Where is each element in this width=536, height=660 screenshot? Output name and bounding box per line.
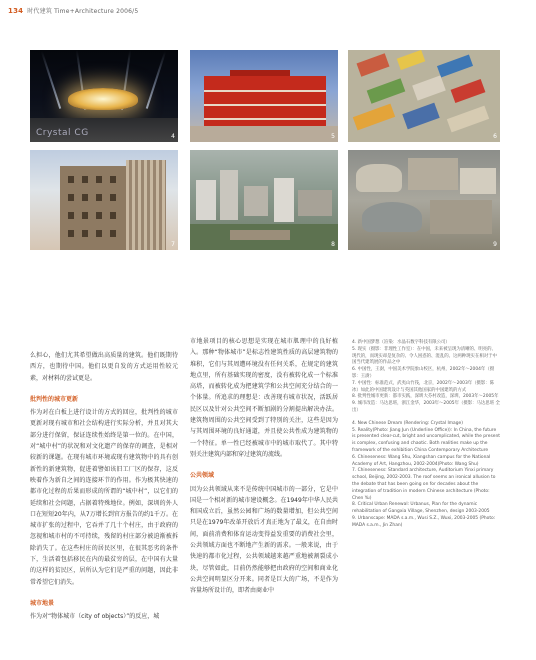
article-column-1	[30, 350, 178, 623]
paragraph: 作为对“物体城市（city of objects）”的反应，城	[30, 613, 160, 621]
caption-cn: 9. 城市改造：马达思班，浙江金华，2003年～2005年（摄影：马达思班 全出）	[352, 401, 500, 413]
figure-8-aerial-city	[190, 150, 338, 250]
figure-number: 9	[493, 241, 497, 248]
figure-number: 8	[331, 241, 335, 248]
caption-en: 4. New Chinese Dream (Rendering: Crystal Image)	[352, 420, 463, 426]
figure-number: 7	[171, 241, 175, 248]
figure-4-stadium-rendering	[30, 50, 178, 142]
figure-captions	[352, 340, 500, 530]
caption-cn: 8. 批判性城市更新：都市实践，深圳大芬村改造，深圳，2003年～2005年	[352, 394, 499, 400]
paragraph: 市地景项目的核心思想是实现在城市肌理中的良好植入。那种“物体城市”是标志性建筑性质的高层建筑物的堆积，它们与其周遭环境没有任何关系，在规定的建筑地点里，所有基础实现的密度，没有被转化成一个标准高塔，而被转化成为把建筑学和公共空间充分结合的一个体量。所追求的理想是：改善现有城市状况，活跃居民区以及针对公共空间不断加剧的分割提出解决办法。建筑物周围的公共空间受到了特别的关注，这些是因为与其周围环境的良好通道，并且使公共性成为建筑物的一个特征。单一性已经被城市中的城市取代了。其中特别关注建筑内部和穿过建筑的流线。	[190, 338, 338, 458]
caption-cn: 6. 中国性，王澍，中国美术学院象山校区，杭州，2002年～2004年（摄影：王澍）	[352, 367, 495, 379]
article-column-2	[190, 336, 338, 597]
paragraph: 因为公共领域从来不是传统中国城市的一部分，它是中国是一个相对新的城市建设概念。在1949年中华人民共和国成立后，虽然公园和广场的数量增加，但公共空间只是在1979年改革开放后才真正地为了最义，在自由时间，面前消费和体育运动变得益发重要的消费社会里，公共领域方面也不断地产生新的需求。一般来说，由于快速的都市化过程，公共领域越来越严重地被割裂成小块，尽管如此，目前仍然能够把由政府的空间和商业化公共空间明显区分开来。同者是巨大的广场，不是作为容量场所设计的，即者由商业中	[190, 485, 338, 595]
watermark-crystal-cg: Crystal CG	[36, 128, 89, 138]
figure-number: 4	[171, 133, 175, 140]
page-number: 134	[8, 7, 24, 15]
paragraph: 么担心，他们尤其希望做出高质量的建筑。他们既期待西方，也期待中国。他们以更自发的方式运用性较元素，对材料的尝试更是。	[30, 352, 178, 382]
caption-cn: 4. 新中国梦想（渲染：水晶石数字科技有限公司）	[352, 340, 450, 345]
caption-en: 9. Urbanscape: MADA s.a.m., Wusi S.Z., Wuxi, 2003-2005 (Photo: MADA s.a.m., Jin Zhan)	[352, 515, 496, 528]
figure-6-aerial-campus	[348, 50, 500, 142]
caption-en: 8. Critical Urban Renewal: Urbanus, Plan for the dynamic rehabilitation of Gangxia Village, Shenzhen, design 2003-2005	[352, 502, 490, 515]
caption-en: 5. Reality(Photo: Jiang Jun (Underline Office)): In China, the future is presented clear-cut, bright and uncomplicated, while the present is complex, confusing and chaotic. Both realities make up the framework of the exhibition China Contemporary Architecture	[352, 427, 500, 453]
section-heading: 批判性的城市更新	[30, 395, 79, 403]
journal-title: 时代建筑 Time+Architecture 2006/5	[27, 8, 139, 15]
section-heading: 公共领域	[190, 472, 215, 480]
caption-cn: 7. 中国性：标准范式，武夷山竹筏，北京，2002年～2003年（摄影：陈冰）如此的中国建筑设计与英国其他国家的中国建筑的方式	[352, 380, 495, 393]
figure-number: 6	[493, 133, 497, 140]
caption-en: 7. Chineseness: Standard architecture, Auditorium Yinxi primary school, Beijing, 2002-2003. The roof seems an ironical allusion to the debate that has been going on for decades about the integration of tradition in modern Chinese architecture (Photo: Chen Yu)	[352, 468, 496, 501]
caption-en: 6. Chineseness: Wang Shu, Xiangshan campus for the National Academy of Art, Hangzhou, 2002-2004(Photo: Wang Shu)	[352, 454, 491, 467]
figure-7-old-building	[30, 150, 178, 250]
caption-cn: 5. 现实（摄影：非理性工作室）：在中国，未来被呈现为清晰的、明亮的、现代的，而现实却是复杂的、令人困惑的、混乱的。这两种现实在相对于中国当代建筑展的作品之中	[352, 346, 497, 366]
paragraph: 作为对在白板上进行设计的方式的回应，批判性的城市更新对现有城市和社会结构进行实际分析，并且对其大部分进行保留，保证连续性始终是第一位的。在中国，对“城中村”的状况和对文化遗产的保存的调查，是相对较新的课题。在现有城市环境或现有建筑物中的具有创新性的新建筑物，促进着譬如该旧工厂区的保存，这反映着作为新自之间的连接环节的作用。作为极其快速的都市化过程的后果而形成的所谓的“城中村”，以它们的延续和社会问题，占据着特殊地位。例如，深圳的外人口在短短20年内，从7万增长到官方报告的约1千万。在城市扩张的过程中，它吞并了几十个村庄，由于政府的忽视和城市村的不可持续，残留的村庄部分被迫渐被拆除消失了。在这些村庄的居民区里，在很其恶劣的条件下，生活着包括移民在内的最贫穷的层，在中国有大量的这样的贫民区，居所认为它们是严重的问题，因此非常希望它们消失。	[30, 409, 178, 586]
running-header	[8, 6, 138, 15]
figure-9-aerial-roofs	[348, 150, 500, 250]
figure-5-red-building	[190, 50, 338, 142]
section-heading: 城市地景	[30, 599, 55, 607]
figure-number: 5	[331, 133, 335, 140]
